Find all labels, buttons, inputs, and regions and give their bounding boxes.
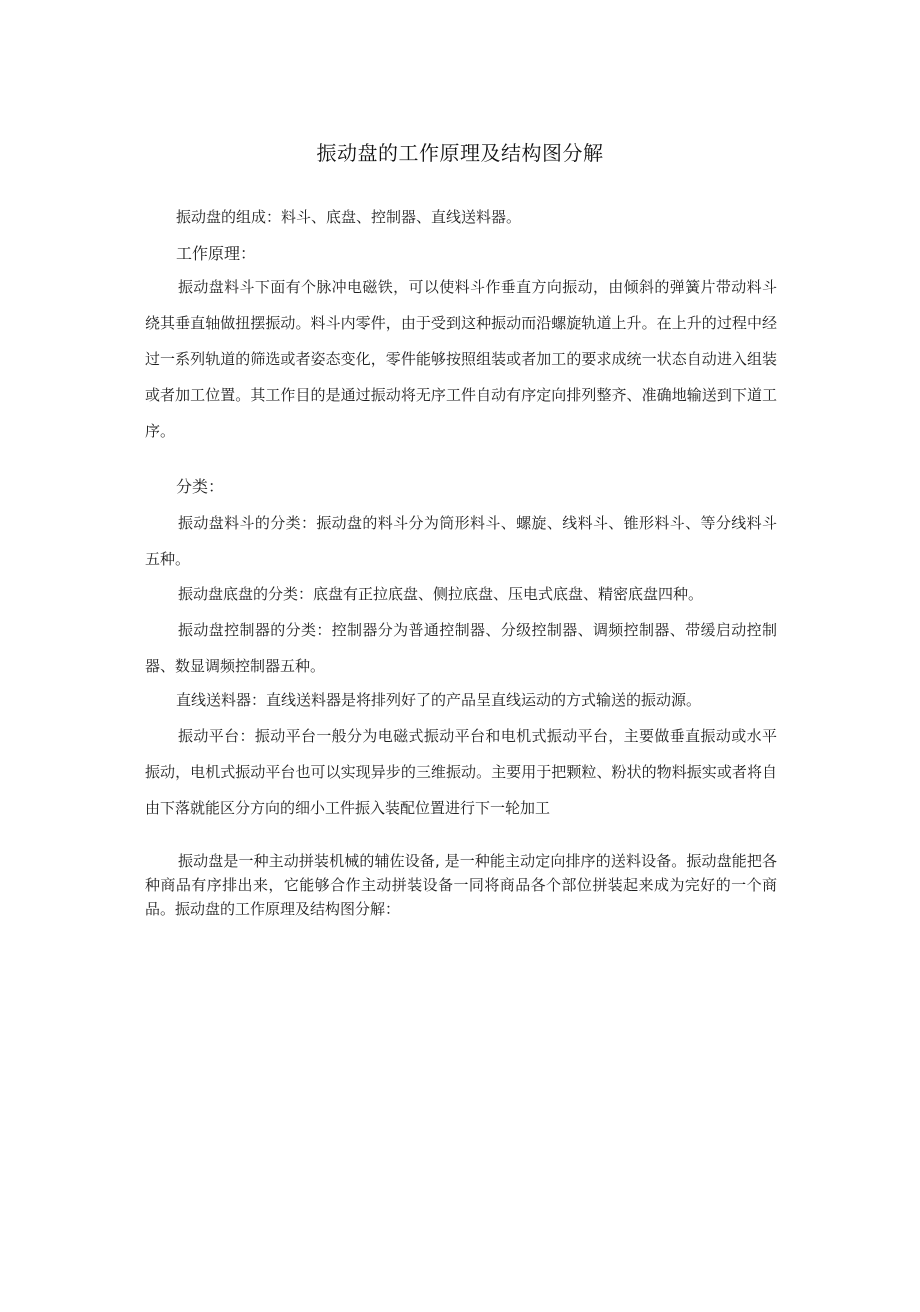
base-classification-paragraph: 振动盘底盘的分类：底盘有正拉底盘、侧拉底盘、压电式底盘、精密底盘四种。 (178, 585, 704, 603)
controller-classification-paragraph: 振动盘控制器的分类：控制器分为普通控制器、分级控制器、调频控制器、带缓启动控制器、数显调频控制器五种。 (145, 621, 777, 675)
principle-heading: 工作原理： (176, 244, 257, 263)
summary-paragraph: 振动盘是一种主动拼装机械的辅佐设备, 是一种能主动定向排序的送料设备。振动盘能把各种商品有序排出来，它能够合作主动拼装设备一同将商品各个部位拼装起来成为完好的一个商品。振动盘的工作原理及结构图分解： (145, 852, 777, 918)
hopper-classification-paragraph: 振动盘料斗的分类：振动盘的料斗分为筒形料斗、螺旋、线料斗、锥形料斗、等分线料斗五种。 (145, 514, 777, 568)
vibration-platform-paragraph: 振动平台：振动平台一般分为电磁式振动平台和电机式振动平台，主要做垂直振动或水平振动，电机式振动平台也可以实现异步的三维振动。主要用于把颗粒、粉状的物料振实或者将自由下落就能区分方向的细小工件振入装配位置进行下一轮加工 (145, 727, 777, 817)
principle-paragraph: 振动盘料斗下面有个脉冲电磁铁，可以使料斗作垂直方向振动，由倾斜的弹簧片带动料斗绕其垂直轴做扭摆振动。料斗内零件，由于受到这种振动而沿螺旋轨道上升。在上升的过程中经过一系列轨道的筛选或者姿态变化，零件能够按照组装或者加工的要求成统一状态自动进入组装或者加工位置。其工作目的是通过振动将无序工件自动有序定向排列整齐、准确地输送到下道工序。 (145, 278, 777, 440)
document-title: 振动盘的工作原理及结构图分解 (316, 141, 604, 165)
linear-feeder-paragraph: 直线送料器：直线送料器是将排列好了的产品呈直线运动的方式输送的振动源。 (176, 691, 702, 709)
classification-heading: 分类： (176, 477, 225, 496)
composition-paragraph: 振动盘的组成：料斗、底盘、控制器、直线送料器。 (176, 208, 522, 226)
